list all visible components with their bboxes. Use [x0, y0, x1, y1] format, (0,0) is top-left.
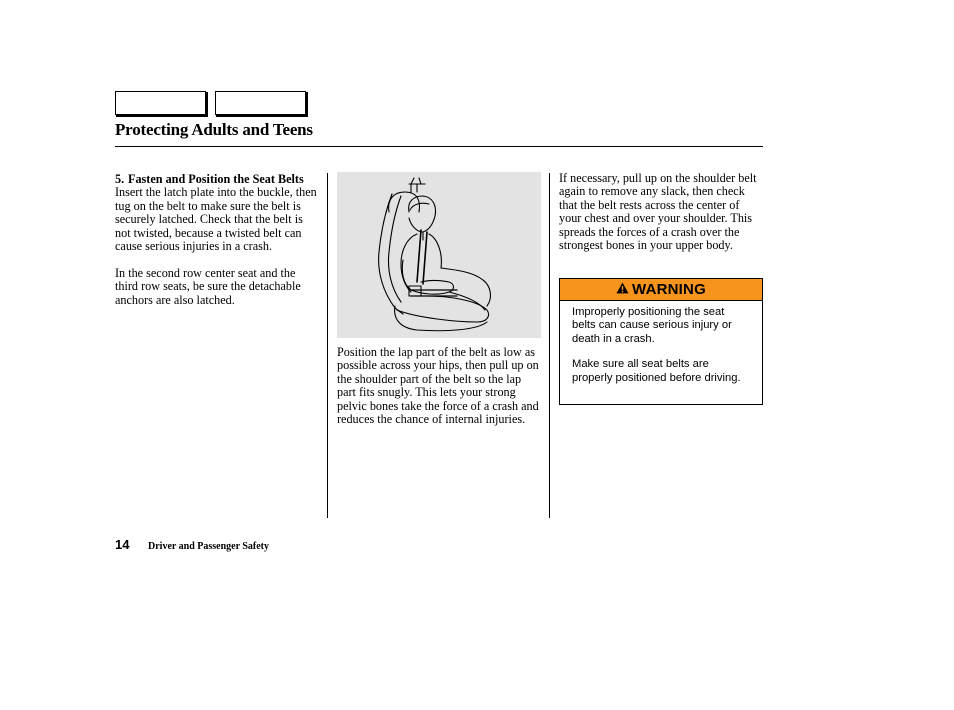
column-3: [559, 172, 763, 252]
paragraph-anchors: In the second row center seat and the third row seats, be sure the detachable anchors are also latched.: [115, 265, 301, 307]
warning-header: [560, 279, 762, 301]
step-heading: [115, 173, 321, 186]
nav-tab-box-1[interactable]: [115, 91, 206, 115]
title-divider: [115, 146, 763, 147]
page-number: 14: [115, 537, 130, 552]
seated-person-wearing-seat-belt-illustration: [337, 172, 541, 338]
column-1: [115, 173, 321, 307]
warning-box: [559, 278, 763, 405]
column-divider-2: [549, 173, 550, 518]
warning-body: [560, 301, 762, 385]
warning-triangle-icon: [616, 281, 632, 298]
nav-tab-box-2[interactable]: [215, 91, 306, 115]
warning-label: WARNING: [632, 281, 706, 298]
column-2: [337, 346, 543, 426]
paragraph-shoulder-belt: If necessary, pull up on the shoulder belt again to remove any slack, then check that the belt rests across the center of your chest and over your shoulder. This spreads the forces of a crash over the strongest bones in your upper body.: [559, 171, 757, 253]
step-number: 5.: [115, 172, 125, 186]
column-divider-1: [327, 173, 328, 518]
warning-text-1: Improperly positioning the seat belts can cause serious injury or death in a crash.: [572, 306, 732, 345]
step-title: Fasten and Position the Seat Belts: [128, 172, 304, 186]
section-name: Driver and Passenger Safety: [148, 541, 270, 552]
warning-text-2: Make sure all seat belts are properly positioned before driving.: [572, 358, 741, 384]
paragraph-lap-belt: Position the lap part of the belt as low as possible across your hips, then pull up on the shoulder part of the belt so the lap part fits snugly. This lets your strong pelvic bones take the force of a crash and reduces the chance of internal injuries.: [337, 345, 539, 427]
paragraph-latch: Insert the latch plate into the buckle, then tug on the belt to make sure the belt is securely latched. Check that the belt is not twisted, because a twisted belt can cause serious injuries in a crash.: [115, 185, 317, 254]
page-title: Protecting Adults and Teens: [115, 120, 313, 139]
